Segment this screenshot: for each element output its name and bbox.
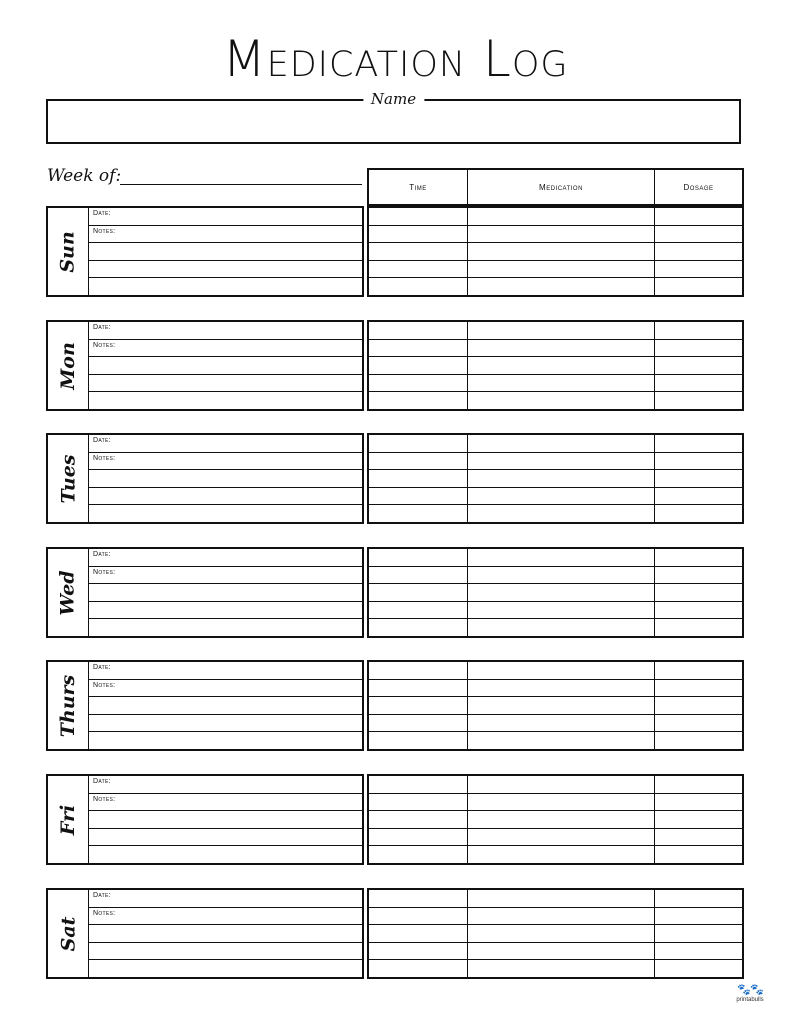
- day-lines: [89, 890, 362, 977]
- dosage-cell[interactable]: [654, 776, 742, 793]
- dosage-cell[interactable]: [654, 243, 742, 260]
- medication-grid: [367, 547, 744, 638]
- day-cell: [48, 890, 89, 977]
- write-line[interactable]: [89, 731, 362, 749]
- dosage-cell[interactable]: [654, 549, 742, 566]
- dosage-cell[interactable]: [654, 357, 742, 374]
- day-lines: [89, 776, 362, 863]
- grid-row: [369, 374, 742, 392]
- day-block-thurs: [46, 660, 744, 751]
- medication-cell[interactable]: [467, 488, 654, 505]
- time-cell[interactable]: [369, 488, 467, 505]
- brand-logo: [732, 985, 768, 1003]
- dosage-cell[interactable]: [654, 908, 742, 925]
- day-name: Mon: [57, 341, 79, 390]
- brand-text: printabulls: [736, 997, 764, 1003]
- time-cell[interactable]: [369, 908, 467, 925]
- day-notes-box: [46, 206, 364, 297]
- write-line[interactable]: [89, 322, 362, 339]
- grid-row: [369, 208, 742, 225]
- dosage-cell[interactable]: [654, 226, 742, 243]
- day-lines: [89, 549, 362, 636]
- write-line[interactable]: [89, 679, 362, 697]
- write-line[interactable]: [89, 277, 362, 295]
- write-line[interactable]: [89, 714, 362, 732]
- day-cell: [48, 662, 89, 749]
- week-of-label: Week of:: [47, 166, 122, 186]
- dosage-cell[interactable]: [654, 925, 742, 942]
- time-cell[interactable]: [369, 584, 467, 601]
- dosage-cell[interactable]: [654, 602, 742, 619]
- write-line[interactable]: [89, 662, 362, 679]
- dosage-cell[interactable]: [654, 567, 742, 584]
- dosage-cell[interactable]: [654, 278, 742, 295]
- time-cell[interactable]: [369, 925, 467, 942]
- write-line[interactable]: [89, 504, 362, 522]
- day-name: Fri: [56, 804, 79, 835]
- time-cell[interactable]: [369, 715, 467, 732]
- medication-cell[interactable]: [467, 226, 654, 243]
- time-cell[interactable]: [369, 375, 467, 392]
- write-line[interactable]: [89, 793, 362, 811]
- day-name: Sun: [57, 230, 80, 273]
- day-cell: [48, 322, 89, 409]
- write-line[interactable]: [89, 845, 362, 863]
- write-line[interactable]: [89, 959, 362, 977]
- grid-row: [369, 890, 742, 907]
- week-of-field[interactable]: [120, 184, 362, 185]
- day-cell: [48, 435, 89, 522]
- medication-cell[interactable]: [467, 890, 654, 907]
- day-block-sat: [46, 888, 744, 979]
- write-line[interactable]: [89, 356, 362, 374]
- write-line[interactable]: [89, 776, 362, 793]
- write-line[interactable]: [89, 487, 362, 505]
- grid-row: [369, 356, 742, 374]
- grid-row: [369, 924, 742, 942]
- medication-cell[interactable]: [467, 567, 654, 584]
- time-cell[interactable]: [369, 732, 467, 749]
- name-field[interactable]: [46, 90, 741, 144]
- write-line[interactable]: [89, 924, 362, 942]
- day-block-mon: [46, 320, 744, 411]
- grid-row: [369, 696, 742, 714]
- write-line[interactable]: [89, 469, 362, 487]
- grid-row: [369, 277, 742, 295]
- day-lines: [89, 662, 362, 749]
- grid-row: [369, 793, 742, 811]
- dosage-cell[interactable]: [654, 470, 742, 487]
- notes-label: Notes:: [93, 341, 116, 349]
- time-cell[interactable]: [369, 435, 467, 452]
- dosage-cell[interactable]: [654, 829, 742, 846]
- day-notes-box: [46, 888, 364, 979]
- time-cell[interactable]: [369, 505, 467, 522]
- medication-cell[interactable]: [467, 794, 654, 811]
- dosage-cell[interactable]: [654, 619, 742, 636]
- time-cell[interactable]: [369, 680, 467, 697]
- dosage-cell[interactable]: [654, 453, 742, 470]
- write-line[interactable]: [89, 391, 362, 409]
- grid-row: [369, 618, 742, 636]
- grid-row: [369, 845, 742, 863]
- dosage-cell[interactable]: [654, 662, 742, 679]
- time-cell[interactable]: [369, 567, 467, 584]
- time-cell[interactable]: [369, 960, 467, 977]
- write-line[interactable]: [89, 452, 362, 470]
- medication-cell[interactable]: [467, 811, 654, 828]
- dosage-cell[interactable]: [654, 732, 742, 749]
- medication-cell[interactable]: [467, 208, 654, 225]
- medication-cell[interactable]: [467, 549, 654, 566]
- grid-row: [369, 242, 742, 260]
- dosage-cell[interactable]: [654, 322, 742, 339]
- day-notes-box: [46, 774, 364, 865]
- time-cell[interactable]: [369, 392, 467, 409]
- grid-row: [369, 391, 742, 409]
- medication-grid: [367, 206, 744, 297]
- medication-grid: [367, 433, 744, 524]
- grid-row: [369, 714, 742, 732]
- medication-grid: [367, 888, 744, 979]
- write-line[interactable]: [89, 549, 362, 566]
- time-cell[interactable]: [369, 340, 467, 357]
- grid-row: [369, 469, 742, 487]
- write-line[interactable]: [89, 828, 362, 846]
- time-cell[interactable]: [369, 943, 467, 960]
- date-label: Date:: [93, 210, 111, 217]
- day-notes-box: [46, 547, 364, 638]
- grid-row: [369, 487, 742, 505]
- dosage-cell[interactable]: [654, 435, 742, 452]
- dosage-cell[interactable]: [654, 208, 742, 225]
- write-line[interactable]: [89, 601, 362, 619]
- paw-icon: 🐾🐾: [737, 984, 763, 996]
- dosage-cell[interactable]: [654, 488, 742, 505]
- grid-row: [369, 662, 742, 679]
- dosage-cell[interactable]: [654, 960, 742, 977]
- day-block-tues: [46, 433, 744, 524]
- time-cell[interactable]: [369, 549, 467, 566]
- grid-row: [369, 907, 742, 925]
- dosage-cell[interactable]: [654, 943, 742, 960]
- medication-cell[interactable]: [467, 322, 654, 339]
- grid-row: [369, 731, 742, 749]
- notes-label: Notes:: [93, 795, 116, 803]
- time-cell[interactable]: [369, 470, 467, 487]
- medication-cell[interactable]: [467, 925, 654, 942]
- column-header: [367, 168, 744, 206]
- medication-cell[interactable]: [467, 619, 654, 636]
- dosage-cell[interactable]: [654, 715, 742, 732]
- write-line[interactable]: [89, 374, 362, 392]
- day-block-sun: [46, 206, 744, 297]
- medication-cell[interactable]: [467, 505, 654, 522]
- grid-row: [369, 225, 742, 243]
- medication-grid: [367, 320, 744, 411]
- day-name: Thurs: [57, 674, 80, 737]
- write-line[interactable]: [89, 435, 362, 452]
- day-name: Tues: [57, 454, 79, 503]
- page-title: Medication Log: [222, 30, 569, 88]
- grid-row: [369, 679, 742, 697]
- time-cell[interactable]: [369, 226, 467, 243]
- write-line[interactable]: [89, 583, 362, 601]
- time-cell[interactable]: [369, 890, 467, 907]
- medication-cell[interactable]: [467, 680, 654, 697]
- medication-cell[interactable]: [467, 453, 654, 470]
- dosage-cell[interactable]: [654, 846, 742, 863]
- medication-cell[interactable]: [467, 392, 654, 409]
- date-label: Date:: [93, 551, 111, 558]
- medication-cell[interactable]: [467, 340, 654, 357]
- day-lines: [89, 435, 362, 522]
- grid-row: [369, 942, 742, 960]
- date-label: Date:: [93, 892, 111, 899]
- medication-cell[interactable]: [467, 584, 654, 601]
- notes-label: Notes:: [93, 454, 116, 462]
- day-block-wed: [46, 547, 744, 638]
- medication-cell[interactable]: [467, 715, 654, 732]
- time-cell[interactable]: [369, 697, 467, 714]
- medication-cell[interactable]: [467, 908, 654, 925]
- dosage-cell[interactable]: [654, 261, 742, 278]
- write-line[interactable]: [89, 810, 362, 828]
- date-label: Date:: [93, 437, 111, 444]
- day-cell: [48, 776, 89, 863]
- grid-row: [369, 566, 742, 584]
- dosage-cell[interactable]: [654, 680, 742, 697]
- grid-row: [369, 260, 742, 278]
- time-cell[interactable]: [369, 208, 467, 225]
- grid-row: [369, 959, 742, 977]
- date-label: Date:: [93, 324, 111, 331]
- time-cell[interactable]: [369, 776, 467, 793]
- medication-cell[interactable]: [467, 943, 654, 960]
- grid-row: [369, 452, 742, 470]
- write-line[interactable]: [89, 260, 362, 278]
- day-notes-box: [46, 433, 364, 524]
- time-cell[interactable]: [369, 811, 467, 828]
- dosage-header: Dosage: [654, 170, 742, 204]
- dosage-cell[interactable]: [654, 375, 742, 392]
- grid-row: [369, 583, 742, 601]
- time-cell[interactable]: [369, 846, 467, 863]
- day-name: Wed: [57, 569, 80, 616]
- medication-cell[interactable]: [467, 732, 654, 749]
- medication-cell[interactable]: [467, 357, 654, 374]
- grid-row: [369, 339, 742, 357]
- time-cell[interactable]: [369, 602, 467, 619]
- medication-cell[interactable]: [467, 829, 654, 846]
- medication-cell[interactable]: [467, 278, 654, 295]
- time-cell[interactable]: [369, 662, 467, 679]
- dosage-cell[interactable]: [654, 794, 742, 811]
- date-label: Date:: [93, 778, 111, 785]
- day-lines: [89, 322, 362, 409]
- day-notes-box: [46, 660, 364, 751]
- notes-label: Notes:: [93, 909, 116, 917]
- time-cell[interactable]: [369, 243, 467, 260]
- time-cell[interactable]: [369, 322, 467, 339]
- grid-row: [369, 435, 742, 452]
- notes-label: Notes:: [93, 227, 116, 235]
- write-line[interactable]: [89, 907, 362, 925]
- notes-label: Notes:: [93, 681, 116, 689]
- dosage-cell[interactable]: [654, 392, 742, 409]
- medication-cell[interactable]: [467, 375, 654, 392]
- dosage-cell[interactable]: [654, 697, 742, 714]
- medication-cell[interactable]: [467, 697, 654, 714]
- day-notes-box: [46, 320, 364, 411]
- day-cell: [48, 549, 89, 636]
- time-cell[interactable]: [369, 357, 467, 374]
- time-cell[interactable]: [369, 278, 467, 295]
- medication-cell[interactable]: [467, 662, 654, 679]
- medication-cell[interactable]: [467, 470, 654, 487]
- dosage-cell[interactable]: [654, 584, 742, 601]
- grid-row: [369, 322, 742, 339]
- dosage-cell[interactable]: [654, 890, 742, 907]
- dosage-cell[interactable]: [654, 811, 742, 828]
- medication-grid: [367, 660, 744, 751]
- write-line[interactable]: [89, 566, 362, 584]
- time-cell[interactable]: [369, 453, 467, 470]
- day-lines: [89, 208, 362, 295]
- write-line[interactable]: [89, 208, 362, 225]
- write-line[interactable]: [89, 225, 362, 243]
- medication-cell[interactable]: [467, 960, 654, 977]
- write-line[interactable]: [89, 618, 362, 636]
- write-line[interactable]: [89, 942, 362, 960]
- name-label: Name: [363, 90, 424, 108]
- day-name: Sat: [57, 916, 79, 951]
- medication-cell[interactable]: [467, 776, 654, 793]
- write-line[interactable]: [89, 242, 362, 260]
- medication-cell[interactable]: [467, 602, 654, 619]
- grid-row: [369, 810, 742, 828]
- date-label: Date:: [93, 664, 111, 671]
- medication-header: Medication: [467, 170, 654, 204]
- medication-grid: [367, 774, 744, 865]
- time-cell[interactable]: [369, 829, 467, 846]
- medication-cell[interactable]: [467, 846, 654, 863]
- day-block-fri: [46, 774, 744, 865]
- write-line[interactable]: [89, 890, 362, 907]
- grid-row: [369, 828, 742, 846]
- write-line[interactable]: [89, 696, 362, 714]
- time-cell[interactable]: [369, 619, 467, 636]
- medication-cell[interactable]: [467, 261, 654, 278]
- dosage-cell[interactable]: [654, 505, 742, 522]
- write-line[interactable]: [89, 339, 362, 357]
- grid-row: [369, 549, 742, 566]
- time-cell[interactable]: [369, 261, 467, 278]
- time-cell[interactable]: [369, 794, 467, 811]
- grid-row: [369, 601, 742, 619]
- grid-row: [369, 776, 742, 793]
- dosage-cell[interactable]: [654, 340, 742, 357]
- medication-cell[interactable]: [467, 435, 654, 452]
- notes-label: Notes:: [93, 568, 116, 576]
- medication-cell[interactable]: [467, 243, 654, 260]
- day-cell: [48, 208, 89, 295]
- grid-row: [369, 504, 742, 522]
- time-header: Time: [409, 182, 427, 192]
